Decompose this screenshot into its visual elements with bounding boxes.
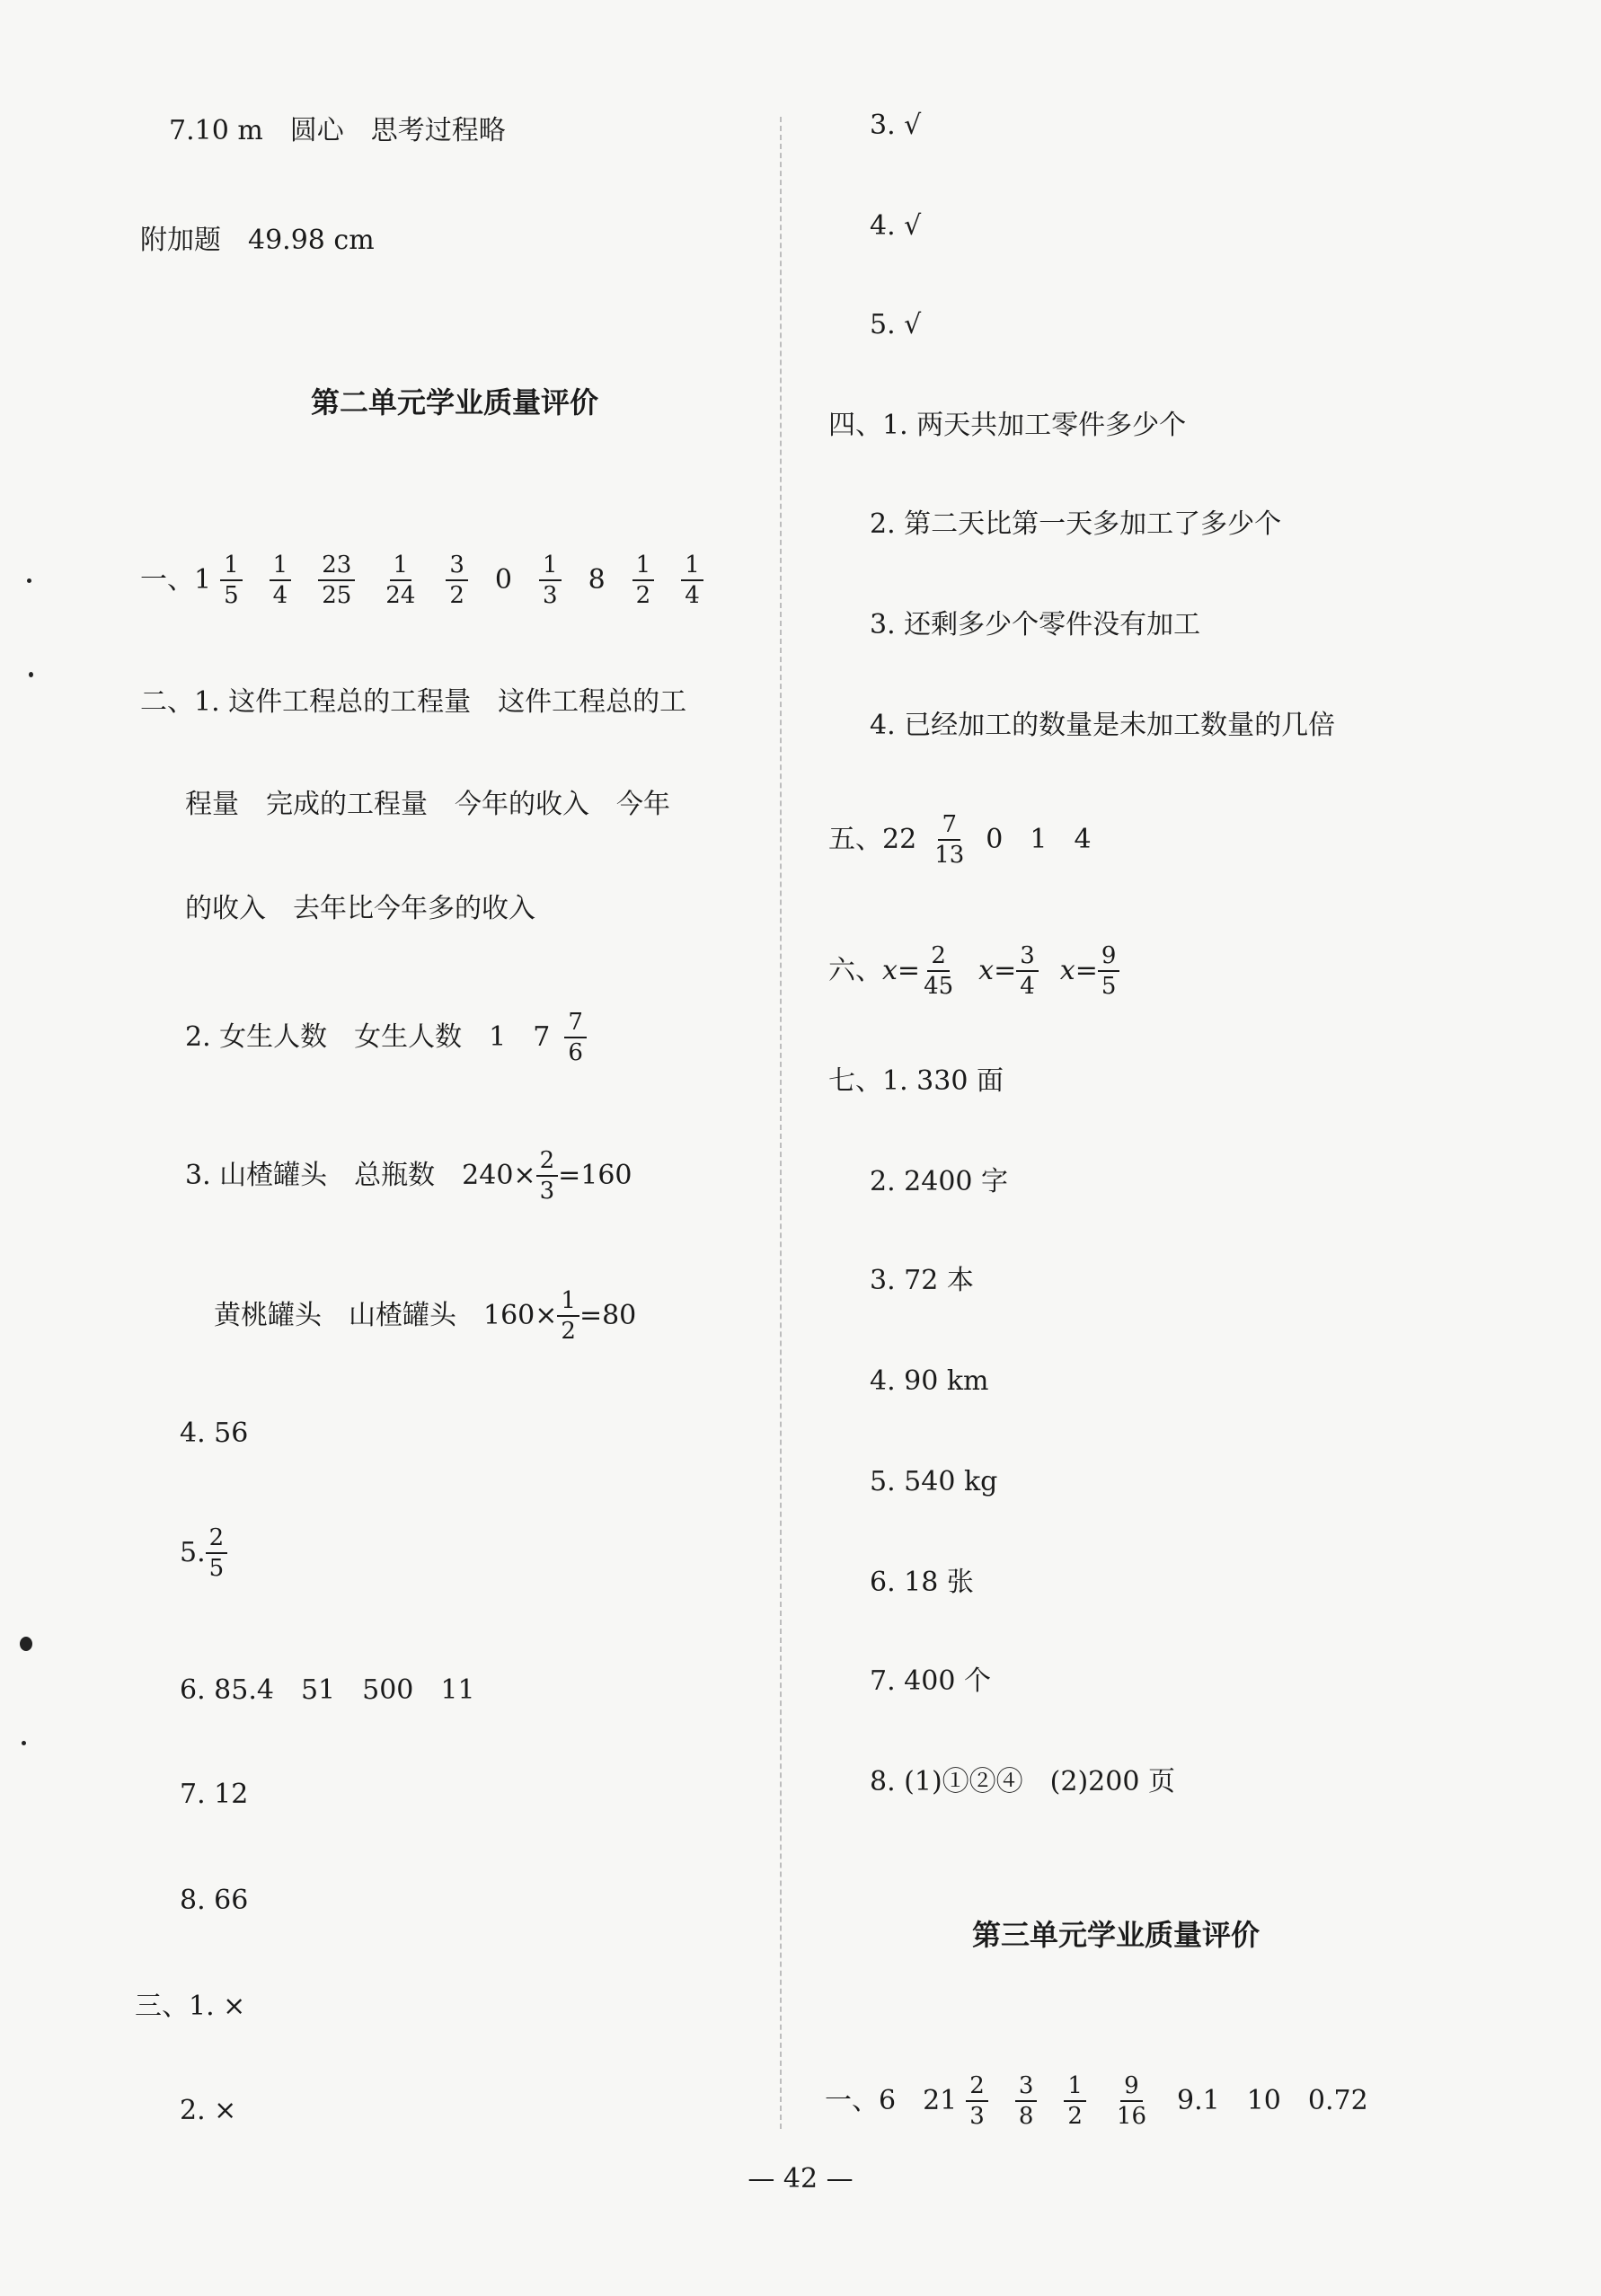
q2-2 [185, 1008, 587, 1067]
q2-1-line-b: 程量 完成的工程量 今年的收入 今年 [185, 789, 670, 820]
q2-2-text: 2. 女生人数 女生人数 1 7 [185, 1021, 551, 1053]
numerator: 1 [220, 551, 243, 581]
fraction: $\frac{2}{45}$ [924, 942, 954, 1000]
answer-value: 0.72 [1307, 2085, 1368, 2116]
q7-4: 4. 90 km [870, 1365, 989, 1397]
line-7: 7.10 m 圆心 思考过程略 [169, 115, 506, 146]
numerator: 1 [1064, 2071, 1086, 2102]
numerator: 2 [966, 2071, 988, 2102]
numerator: 1 [632, 551, 655, 581]
q2-1-line-a: 二、1. 这件工程总的工程量 这件工程总的工 [140, 686, 687, 718]
denominator: 2 [1067, 2103, 1083, 2130]
fraction: $\frac{7}{13}$ [934, 811, 965, 869]
denominator: 25 [322, 582, 352, 609]
denominator: 3 [543, 582, 558, 609]
q2-4: 4. 56 [180, 1417, 249, 1449]
fraction [966, 2071, 988, 2131]
q2-3-line-b [214, 1286, 636, 1346]
denominator: 5 [224, 582, 239, 609]
q2-7: 7. 12 [180, 1779, 249, 1810]
q3-3: 3. √ [870, 110, 922, 141]
scan-speck [27, 578, 31, 583]
q2-1-line-c: 的收入 去年比今年多的收入 [185, 893, 535, 924]
fraction [1015, 2071, 1038, 2131]
q2-5 [180, 1523, 227, 1583]
q5-rest: 0 1 4 [986, 824, 1092, 855]
denominator: 24 [385, 582, 416, 609]
numerator: 1 [539, 551, 562, 581]
denominator: 16 [1116, 2103, 1146, 2130]
answer-value: 8 [588, 564, 606, 596]
fraction: $\frac{9}{5}$ [1098, 941, 1120, 1001]
denominator: 2 [635, 582, 651, 609]
q5 [828, 810, 1092, 870]
q7-7: 7. 400 个 [870, 1665, 991, 1697]
q3-5: 5. √ [870, 309, 922, 340]
q4-2: 2. 第二天比第一天多加工了多少个 [870, 508, 1282, 540]
fraction [1113, 2071, 1150, 2131]
q2-3b-text: 黄桃罐头 山楂罐头 160× [214, 1300, 558, 1331]
denominator: 3 [969, 2103, 985, 2130]
bonus-question: 附加题 49.98 cm [140, 225, 375, 256]
fraction: $\frac{2}{5}$ [206, 1523, 228, 1583]
fraction: $\frac{3}{4}$ [1016, 941, 1039, 1001]
unit3-q1-answers [825, 2071, 1368, 2131]
numerator: 23 [318, 551, 355, 581]
fraction [446, 551, 468, 610]
q2-8: 8. 66 [180, 1885, 249, 1916]
unit3-q1-items [957, 2071, 1367, 2131]
numerator: 3 [446, 551, 468, 581]
unit3-q1-prefix: 一、6 21 [825, 2085, 958, 2116]
q3-4: 4. √ [870, 210, 922, 242]
q1-prefix: 一、1 [140, 564, 212, 596]
answer-value: 10 [1246, 2085, 1281, 2116]
fraction: $\frac{7}{6}$ [564, 1008, 587, 1067]
q1-answers [140, 553, 703, 607]
q5-prefix: 五、22 [828, 824, 917, 855]
q2-3a-result: =160 [558, 1160, 632, 1191]
fraction [1064, 2071, 1086, 2131]
fraction [539, 551, 562, 610]
q7-1: 七、1. 330 面 [828, 1065, 1004, 1097]
q6-prefix: 六、 [828, 955, 882, 986]
denominator: 4 [272, 582, 288, 609]
q4-4: 4. 已经加工的数量是未加工数量的几倍 [870, 710, 1336, 741]
q2-3-line-a [185, 1146, 632, 1205]
denominator: 8 [1018, 2103, 1034, 2130]
q4-3: 3. 还剩多少个零件没有加工 [870, 609, 1201, 640]
q7-8: 8. (1)①②④ (2)200 页 [870, 1766, 1175, 1797]
fraction [318, 551, 355, 610]
section-heading-unit-2: 第二单元学业质量评价 [311, 385, 599, 419]
q6: 六、 x = $\frac{2}{45}$ x = $\frac{3}{4}$ x = $\frac{9}{5}$ [828, 941, 1119, 1001]
numerator: 1 [270, 551, 292, 581]
fraction [681, 551, 703, 610]
fraction: $\frac{2}{3}$ [536, 1146, 559, 1205]
q3-2: 2. × [180, 2095, 237, 2126]
q2-3b-result: =80 [579, 1300, 637, 1331]
scan-speck [20, 1637, 32, 1651]
q2-3a-text: 3. 山楂罐头 总瓶数 240× [185, 1160, 536, 1191]
page-number: — 42 — [747, 2163, 854, 2194]
scan-speck [29, 672, 33, 677]
q2-6: 6. 85.4 51 500 11 [180, 1674, 475, 1706]
q7-2: 2. 2400 字 [870, 1166, 1009, 1197]
q3-1: 三、1. × [135, 1991, 246, 2022]
q1-items [211, 551, 703, 610]
answer-value: 9.1 [1177, 2085, 1220, 2116]
fraction [270, 551, 292, 610]
q7-5: 5. 540 kg [870, 1466, 998, 1497]
fraction [632, 551, 655, 610]
denominator: 2 [449, 582, 464, 609]
q2-5-text: 5. [180, 1537, 206, 1568]
q4-1: 四、1. 两天共加工零件多少个 [828, 410, 1187, 441]
denominator: 4 [685, 582, 700, 609]
scan-speck [22, 1741, 26, 1745]
q7-6: 6. 18 张 [870, 1567, 974, 1598]
numerator: 1 [681, 551, 703, 581]
section-heading-unit-3: 第三单元学业质量评价 [972, 1918, 1260, 1952]
fraction: $\frac{1}{2}$ [557, 1286, 579, 1346]
numerator: 1 [390, 551, 412, 581]
fraction [382, 551, 419, 610]
column-divider [780, 117, 782, 2129]
numerator: 9 [1120, 2071, 1143, 2102]
numerator: 3 [1015, 2071, 1038, 2102]
q7-3: 3. 72 本 [870, 1265, 974, 1296]
answer-value: 0 [494, 564, 513, 596]
fraction [220, 551, 243, 610]
